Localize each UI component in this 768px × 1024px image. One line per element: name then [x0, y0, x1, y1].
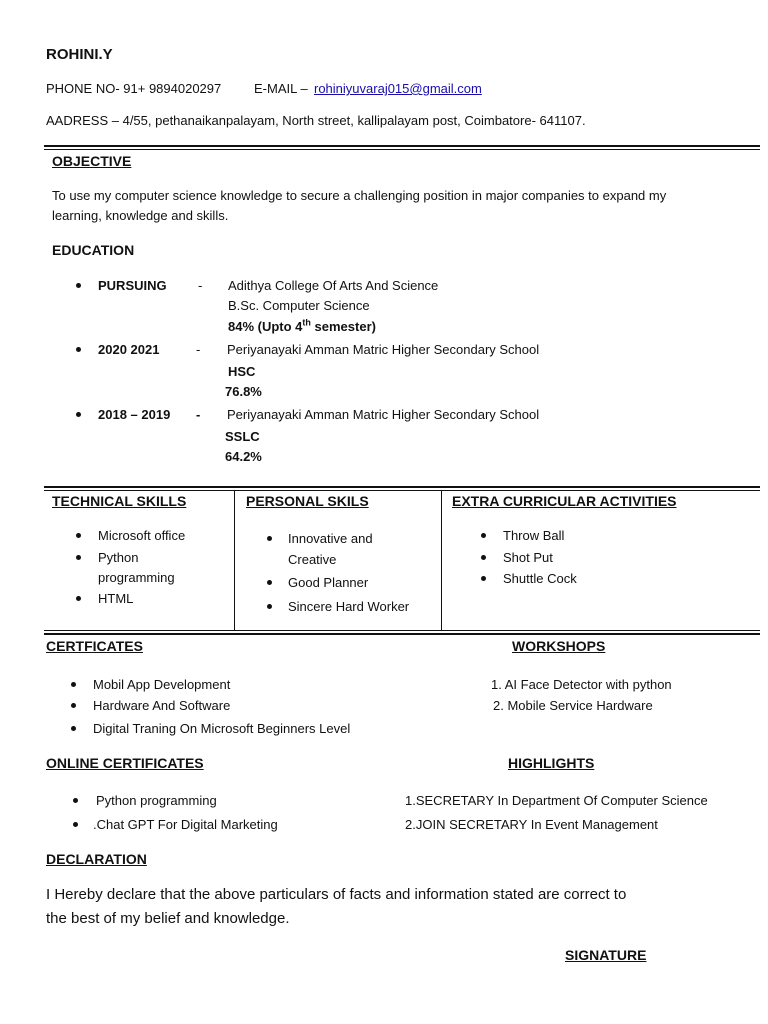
- education-year: 2018 – 2019: [98, 407, 171, 422]
- table-bottom-border-thin: [44, 630, 760, 631]
- education-score: 64.2%: [225, 449, 262, 464]
- bullet: [71, 726, 76, 731]
- bullet: [481, 576, 486, 581]
- list-item: Throw Ball: [503, 528, 565, 543]
- bullet: [76, 555, 81, 560]
- education-heading: EDUCATION: [52, 242, 135, 258]
- extra-curricular-heading: EXTRA CURRICULAR ACTIVITIES: [452, 493, 677, 509]
- bullet: [76, 533, 81, 538]
- online-certificates-heading: ONLINE CERTIFICATES: [46, 755, 204, 771]
- list-item: Digital Traning On Microsoft Beginners Level: [93, 721, 351, 736]
- email-label: E-MAIL –: [254, 81, 308, 96]
- list-item: Shuttle Cock: [503, 571, 577, 586]
- declaration-text-line2: the best of my belief and knowledge.: [46, 910, 290, 927]
- objective-text-line1: To use my computer science knowledge to secure a challenging position in major companies to expand my: [52, 188, 667, 203]
- email-link[interactable]: rohiniyuvaraj015@gmail.com: [314, 81, 482, 96]
- list-item: Hardware And Software: [93, 698, 231, 713]
- certificates-heading: CERTFICATES: [46, 638, 143, 654]
- list-item: Python: [98, 550, 139, 565]
- personal-skills-heading: PERSONAL SKILS: [246, 493, 369, 509]
- education-institution: Adithya College Of Arts And Science: [228, 278, 439, 293]
- education-year: 2020 2021: [98, 342, 160, 357]
- table-column-divider: [441, 490, 442, 630]
- education-score: 76.8%: [225, 384, 262, 399]
- bullet: [267, 580, 272, 585]
- technical-skills-heading: TECHNICAL SKILLS: [52, 493, 187, 509]
- education-dash: -: [198, 278, 203, 293]
- section-divider: [44, 145, 760, 147]
- education-course: B.Sc. Computer Science: [228, 298, 370, 313]
- list-item: 1. AI Face Detector with python: [491, 677, 672, 692]
- bullet: [76, 347, 81, 352]
- objective-text-line2: learning, knowledge and skills.: [52, 208, 229, 223]
- list-item: 1.SECRETARY In Department Of Computer Science: [405, 793, 708, 808]
- candidate-name: ROHINI.Y: [46, 46, 113, 63]
- bullet: [267, 536, 272, 541]
- bullet: [76, 412, 81, 417]
- list-item: 2.JOIN SECRETARY In Event Management: [405, 817, 658, 832]
- list-item: 2. Mobile Service Hardware: [493, 698, 653, 713]
- education-course: HSC: [228, 364, 256, 379]
- education-score: 84% (Upto 4th semester): [228, 317, 376, 334]
- education-course: SSLC: [225, 429, 260, 444]
- list-item: HTML: [98, 591, 134, 606]
- list-item: Creative: [288, 552, 337, 567]
- education-year: PURSUING: [98, 278, 167, 293]
- phone-number: PHONE NO- 91+ 9894020297: [46, 81, 222, 96]
- objective-heading: OBJECTIVE: [52, 153, 132, 169]
- declaration-heading: DECLARATION: [46, 851, 147, 867]
- table-top-border-thin: [44, 490, 760, 491]
- bullet: [267, 604, 272, 609]
- table-column-divider: [234, 490, 235, 630]
- list-item: Shot Put: [503, 550, 553, 565]
- bullet: [481, 533, 486, 538]
- declaration-text-line1: I Hereby declare that the above particulars of facts and information stated are correct to: [46, 886, 627, 903]
- bullet: [76, 596, 81, 601]
- bullet: [71, 703, 76, 708]
- education-institution: Periyanayaki Amman Matric Higher Secondary School: [227, 342, 540, 357]
- bullet: [481, 555, 486, 560]
- table-bottom-border: [44, 633, 760, 635]
- table-top-border: [44, 486, 760, 488]
- list-item: Microsoft office: [98, 528, 186, 543]
- signature-label: SIGNATURE: [565, 947, 647, 963]
- list-item: Sincere Hard Worker: [288, 599, 410, 614]
- list-item: Mobil App Development: [93, 677, 231, 692]
- workshops-heading: WORKSHOPS: [512, 638, 606, 654]
- bullet: [73, 822, 78, 827]
- list-item: Python programming: [96, 793, 217, 808]
- address: AADRESS – 4/55, pethanaikanpalayam, North street, kallipalayam post, Coimbatore- 641107.: [46, 113, 586, 128]
- bullet: [73, 798, 78, 803]
- highlights-heading: HIGHLIGHTS: [508, 755, 595, 771]
- bullet: [76, 283, 81, 288]
- bullet: [71, 682, 76, 687]
- education-dash: -: [196, 342, 201, 357]
- education-institution: Periyanayaki Amman Matric Higher Secondary School: [227, 407, 540, 422]
- list-item: Innovative and: [288, 531, 373, 546]
- education-dash: -: [196, 407, 201, 422]
- list-item: Good Planner: [288, 575, 369, 590]
- list-item: .Chat GPT For Digital Marketing: [93, 817, 278, 832]
- list-item: programming: [98, 570, 175, 585]
- section-divider-thin: [44, 149, 760, 150]
